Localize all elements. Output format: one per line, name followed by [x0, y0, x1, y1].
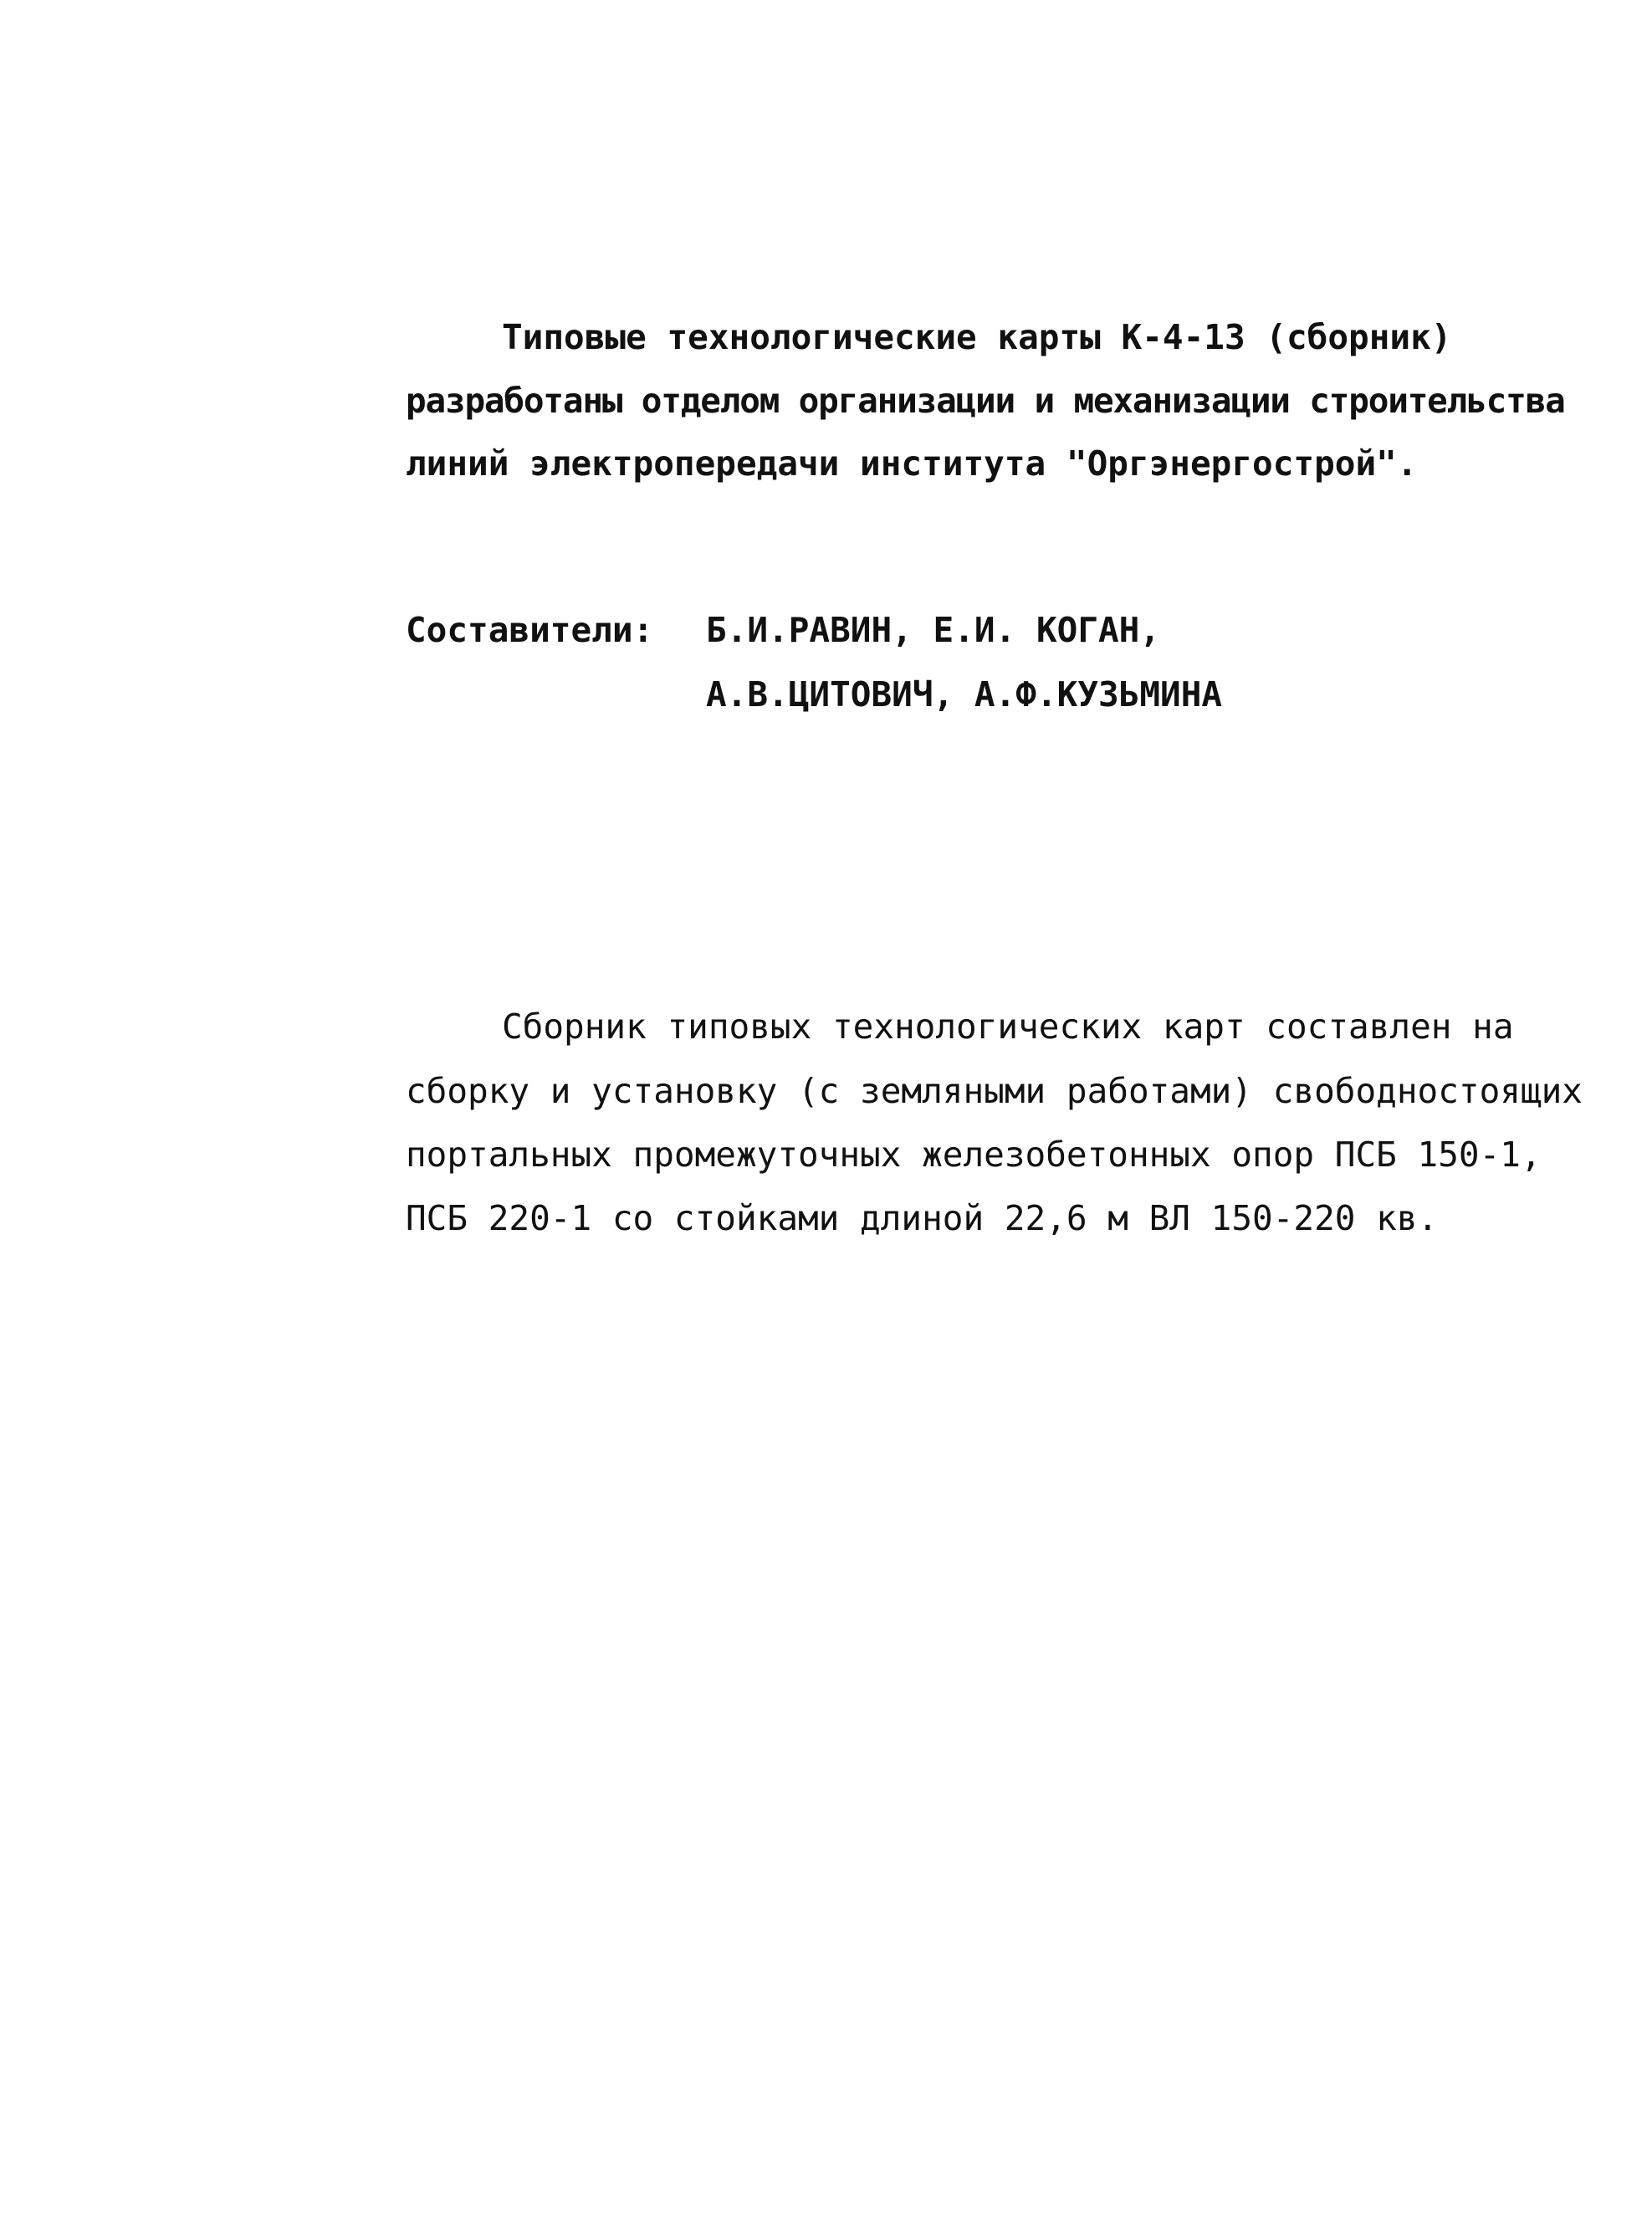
summary-line-2: сборку и установку (с земляными работами) свободностоящих: [406, 1071, 1583, 1111]
intro-line-1: Типовые технологические карты К-4-13 (сборник): [502, 317, 1452, 357]
summary-line-3: портальных промежуточных железобетонных опор ПСБ 150-1,: [406, 1135, 1542, 1175]
authors-line-2: А.В.ЦИТОВИЧ, А.Ф.КУЗЬМИНА: [706, 674, 1223, 715]
summary-line-4: ПСБ 220-1 со стойками длиной 22,6 м ВЛ 150-220 кв.: [406, 1198, 1439, 1238]
authors-line-1: Б.И.РАВИН, Е.И. КОГАН,: [706, 610, 1161, 650]
authors-label: Составители:: [406, 610, 654, 650]
intro-line-2: разработаны отделом организации и механизации строительства: [406, 381, 1565, 421]
summary-line-1: Сборник типовых технологических карт составлен на: [502, 1007, 1514, 1047]
intro-line-3: линий электропередачи института "Оргэнергострой".: [406, 443, 1418, 484]
